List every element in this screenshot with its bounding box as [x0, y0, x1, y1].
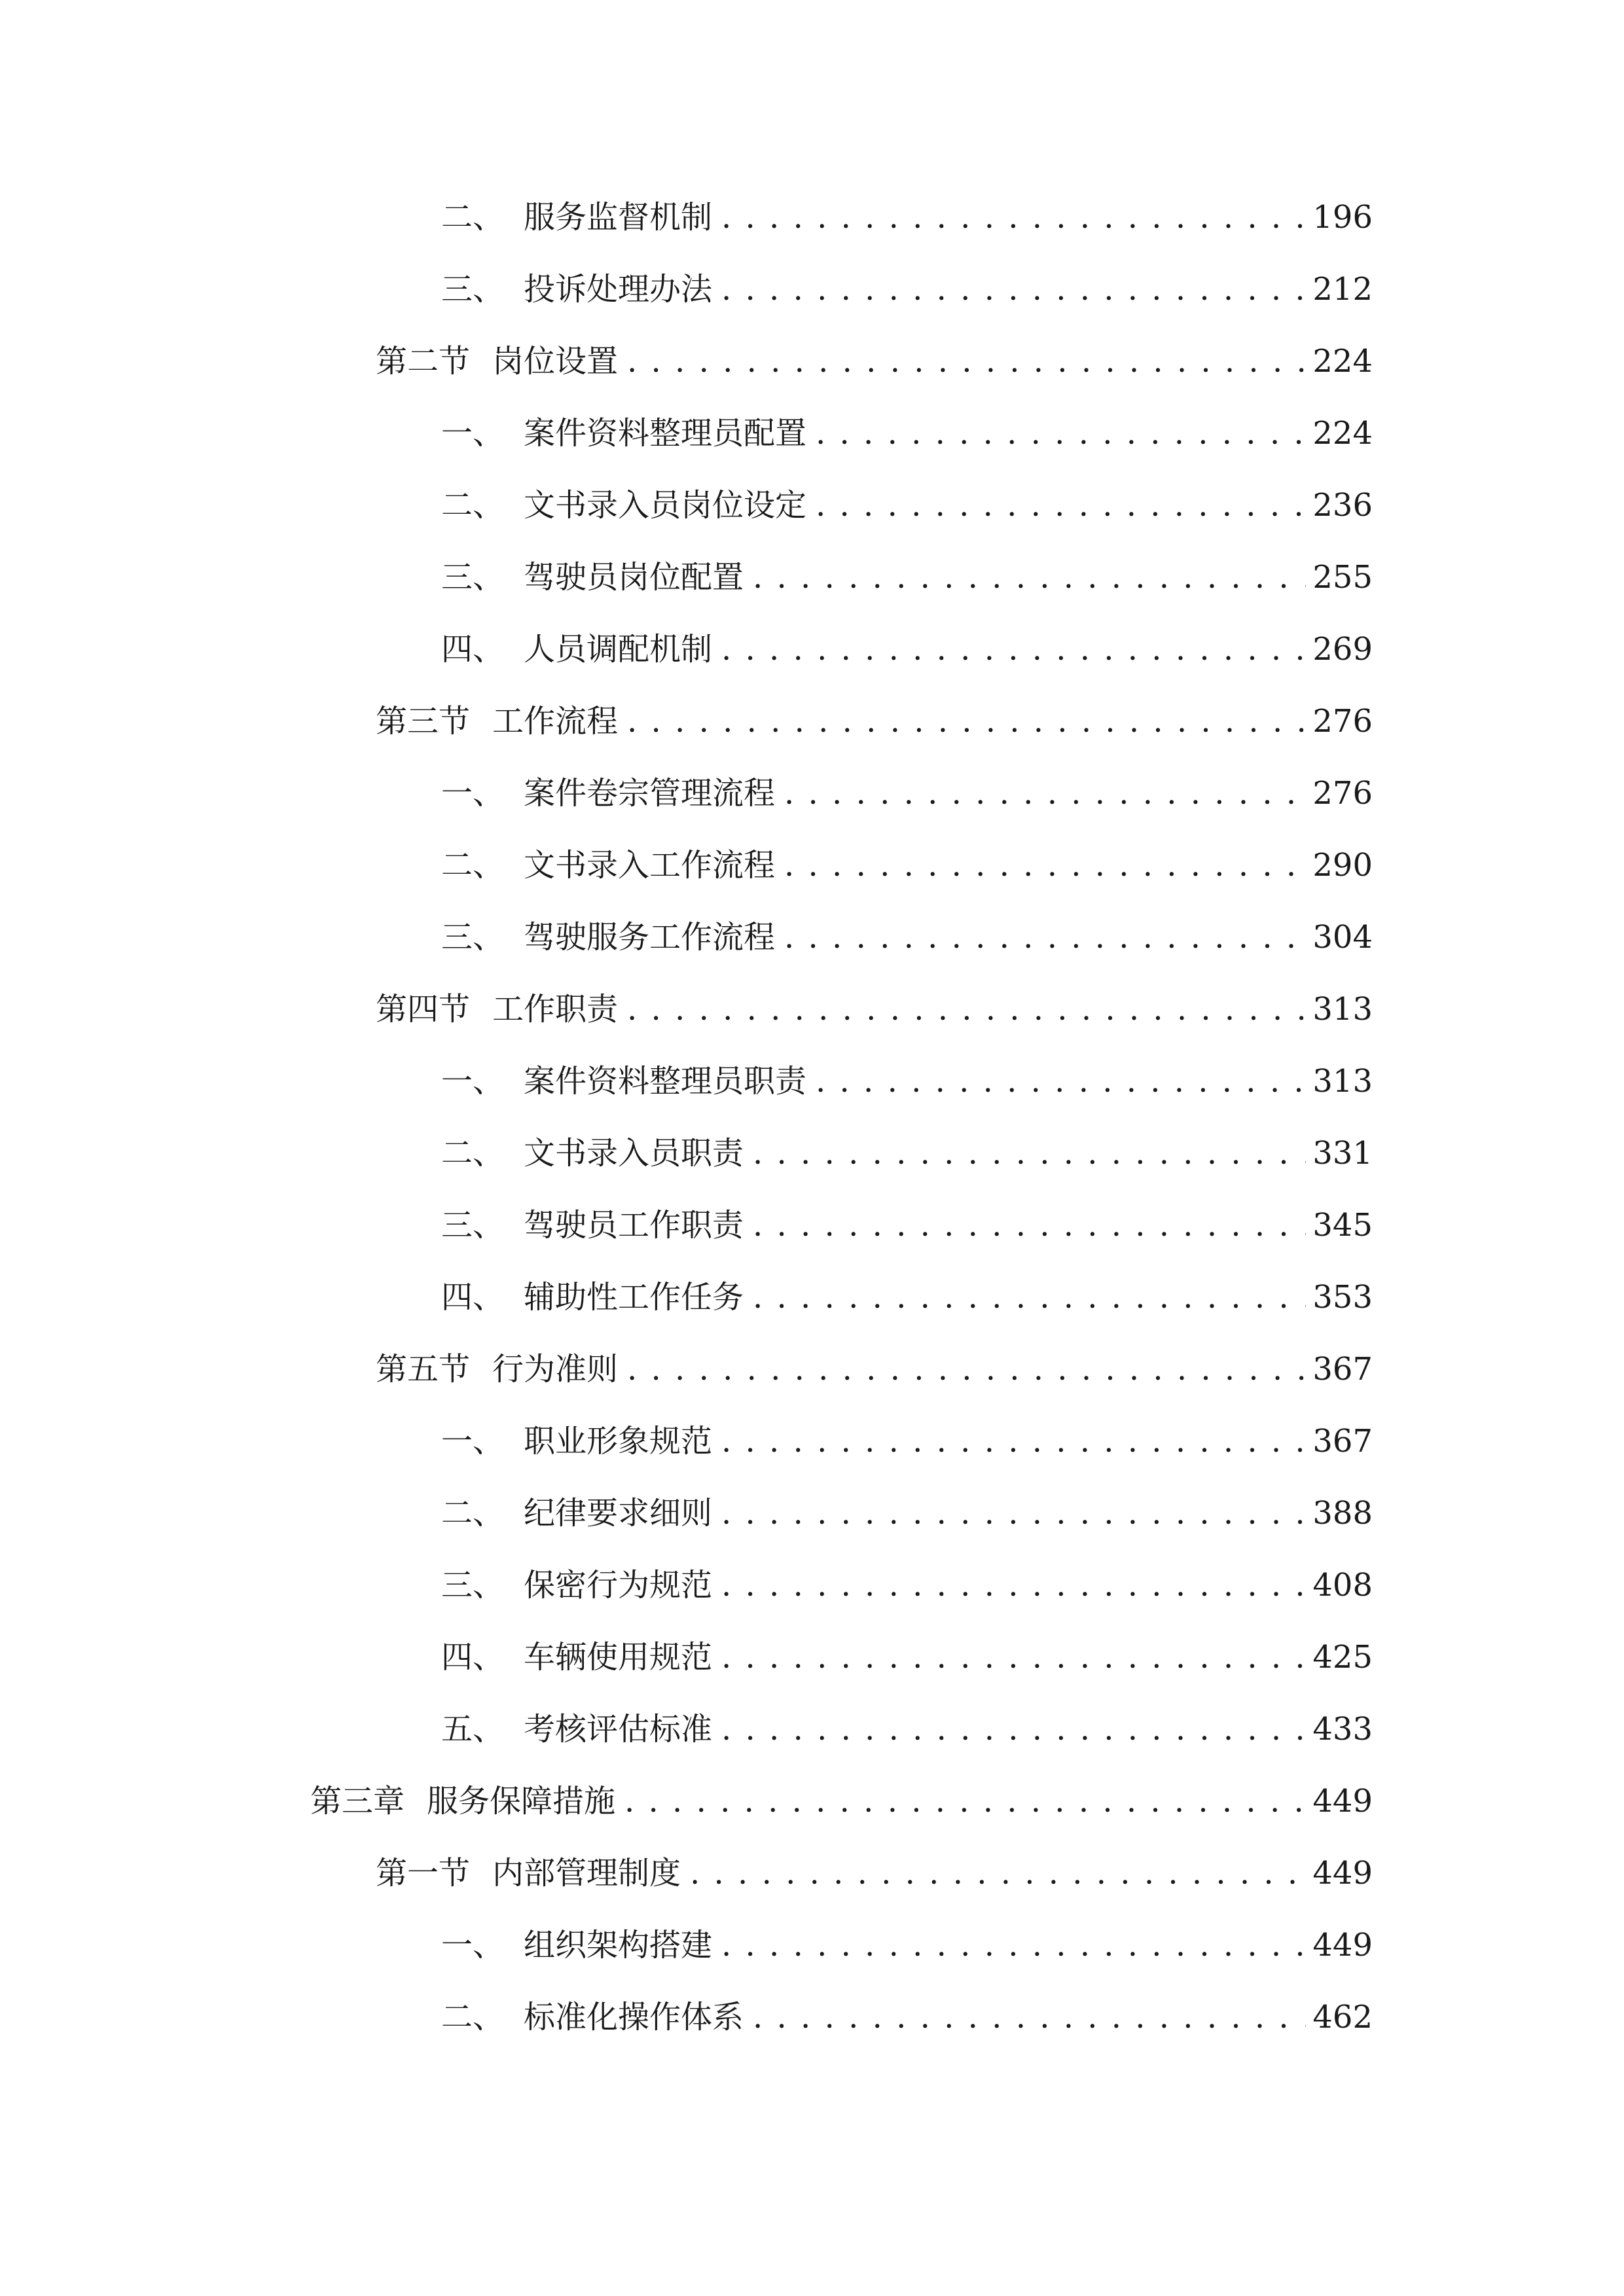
toc-entry-number: 第一节 [376, 1855, 471, 1892]
toc-entry-title: 驾驶服务工作流程 [524, 919, 776, 956]
toc-entry[interactable] [0, 554, 1624, 626]
toc-entry-title: 服务保障措施 [427, 1783, 616, 1820]
toc-entry-number: 一、 [441, 775, 505, 812]
toc-entry-number: 三、 [441, 919, 505, 956]
toc-entry-number: 二、 [441, 199, 505, 236]
toc-entry[interactable] [0, 1850, 1624, 1922]
toc-entry-title: 案件资料整理员职责 [524, 1063, 807, 1100]
toc-entry-page: 367 [1312, 1423, 1373, 1460]
toc-entry-title: 内部管理制度 [492, 1855, 681, 1892]
toc-entry-number: 三、 [441, 271, 505, 308]
toc-entry-title: 考核评估标准 [524, 1711, 713, 1748]
toc-dot-leader [784, 914, 1306, 961]
toc-entry-number: 四、 [441, 631, 505, 668]
toc-dot-leader [784, 842, 1306, 889]
toc-dot-leader [721, 1562, 1306, 1609]
toc-entry-page: 433 [1312, 1711, 1373, 1748]
toc-entry-title: 驾驶员工作职责 [524, 1207, 744, 1244]
toc-entry-number: 第三节 [376, 703, 471, 740]
toc-entry-number: 一、 [441, 1927, 505, 1964]
toc-entry-page: 304 [1312, 919, 1373, 956]
toc-entry-number: 四、 [441, 1639, 505, 1676]
toc-dot-leader [816, 1058, 1306, 1105]
toc-entry-number: 二、 [441, 487, 505, 524]
toc-entry-page: 224 [1312, 415, 1373, 452]
toc-entry-title: 案件卷宗管理流程 [524, 775, 776, 812]
toc-entry-title: 职业形象规范 [524, 1423, 713, 1460]
toc-entry-title: 工作职责 [492, 991, 619, 1028]
toc-entry-number: 二、 [441, 1495, 505, 1532]
toc-entry[interactable] [0, 1634, 1624, 1706]
toc-entry-title: 纪律要求细则 [524, 1495, 713, 1532]
toc-entry-number: 二、 [441, 1999, 505, 2036]
toc-entry-page: 290 [1312, 847, 1373, 884]
toc-entry-page: 313 [1312, 991, 1373, 1028]
toc-entry[interactable] [0, 1058, 1624, 1130]
toc-entry-number: 三、 [441, 1567, 505, 1604]
toc-dot-leader [721, 1490, 1306, 1537]
toc-entry-title: 驾驶员岗位配置 [524, 559, 744, 596]
toc-dot-leader [627, 986, 1306, 1033]
toc-entry-number: 一、 [441, 1423, 505, 1460]
toc-entry-title: 文书录入工作流程 [524, 847, 776, 884]
toc-entry-title: 行为准则 [492, 1351, 619, 1388]
toc-entry[interactable] [0, 626, 1624, 698]
toc-entry[interactable] [0, 482, 1624, 554]
toc-dot-leader [816, 482, 1306, 529]
toc-entry[interactable] [0, 1202, 1624, 1274]
toc-dot-leader [753, 1274, 1306, 1321]
toc-entry[interactable] [0, 1418, 1624, 1490]
toc-entry-number: 三、 [441, 559, 505, 596]
toc-entry-page: 331 [1312, 1135, 1373, 1172]
toc-entry[interactable] [0, 986, 1624, 1058]
toc-entry-title: 工作流程 [492, 703, 619, 740]
toc-dot-leader [624, 1778, 1306, 1825]
toc-entry[interactable] [0, 1346, 1624, 1418]
toc-entry-number: 第三章 [310, 1783, 405, 1820]
toc-dot-leader [721, 1922, 1306, 1969]
toc-entry[interactable] [0, 1706, 1624, 1778]
toc-dot-leader [721, 626, 1306, 673]
toc-dot-leader [721, 266, 1306, 313]
toc-entry-title: 辅助性工作任务 [524, 1279, 744, 1316]
toc-entry-page: 449 [1312, 1927, 1373, 1964]
toc-entry[interactable] [0, 1130, 1624, 1202]
toc-entry-page: 224 [1312, 343, 1373, 380]
toc-entry-number: 一、 [441, 415, 505, 452]
toc-dot-leader [690, 1850, 1306, 1897]
toc-dot-leader [721, 1706, 1306, 1753]
toc-entry-page: 449 [1312, 1783, 1373, 1820]
toc-entry[interactable] [0, 338, 1624, 410]
toc-entry-page: 276 [1312, 775, 1373, 812]
toc-entry[interactable] [0, 1922, 1624, 1994]
toc-entry[interactable] [0, 410, 1624, 482]
toc-dot-leader [816, 410, 1306, 457]
toc-entry-number: 一、 [441, 1063, 505, 1100]
toc-entry-page: 236 [1312, 487, 1373, 524]
toc-entry-page: 408 [1312, 1567, 1373, 1604]
toc-entry-title: 案件资料整理员配置 [524, 415, 807, 452]
toc-entry-page: 425 [1312, 1639, 1373, 1676]
toc-entry[interactable] [0, 194, 1624, 266]
toc-dot-leader [784, 770, 1306, 817]
toc-entry-title: 服务监督机制 [524, 199, 713, 236]
toc-entry[interactable] [0, 1994, 1624, 2066]
toc-entry[interactable] [0, 770, 1624, 842]
toc-entry-page: 255 [1312, 559, 1373, 596]
toc-dot-leader [627, 1346, 1306, 1393]
toc-entry-number: 二、 [441, 1135, 505, 1172]
toc-entry[interactable] [0, 698, 1624, 770]
toc-entry-title: 标准化操作体系 [524, 1999, 744, 2036]
toc-entry[interactable] [0, 1490, 1624, 1562]
toc-entry-title: 岗位设置 [492, 343, 619, 380]
toc-entry-page: 269 [1312, 631, 1373, 668]
toc-entry-title: 文书录入员岗位设定 [524, 487, 807, 524]
toc-entry-number: 三、 [441, 1207, 505, 1244]
toc-entry-page: 449 [1312, 1855, 1373, 1892]
toc-entry-title: 保密行为规范 [524, 1567, 713, 1604]
toc-entry-number: 第二节 [376, 343, 471, 380]
toc-entry-page: 276 [1312, 703, 1373, 740]
toc-entry-number: 第四节 [376, 991, 471, 1028]
toc-dot-leader [627, 698, 1306, 745]
table-of-contents [0, 194, 1624, 2066]
toc-entry[interactable] [0, 1562, 1624, 1634]
toc-entry[interactable] [0, 266, 1624, 338]
toc-entry-number: 第五节 [376, 1351, 471, 1388]
toc-dot-leader [753, 1994, 1306, 2041]
toc-dot-leader [721, 194, 1306, 241]
toc-entry-page: 196 [1312, 199, 1373, 236]
toc-entry-number: 二、 [441, 847, 505, 884]
toc-entry-page: 345 [1312, 1207, 1373, 1244]
toc-dot-leader [721, 1418, 1306, 1465]
toc-dot-leader [753, 1130, 1306, 1177]
toc-entry-page: 212 [1312, 271, 1373, 308]
toc-entry-page: 313 [1312, 1063, 1373, 1100]
toc-entry[interactable] [0, 1274, 1624, 1346]
toc-entry-page: 462 [1312, 1999, 1373, 2036]
toc-entry[interactable] [0, 914, 1624, 986]
toc-entry-title: 组织架构搭建 [524, 1927, 713, 1964]
toc-entry-page: 353 [1312, 1279, 1373, 1316]
toc-entry-title: 人员调配机制 [524, 631, 713, 668]
toc-entry-number: 四、 [441, 1279, 505, 1316]
toc-dot-leader [721, 1634, 1306, 1681]
toc-dot-leader [753, 1202, 1306, 1249]
toc-entry-number: 五、 [441, 1711, 505, 1748]
toc-entry[interactable] [0, 1778, 1624, 1850]
toc-entry[interactable] [0, 842, 1624, 914]
toc-entry-page: 367 [1312, 1351, 1373, 1388]
toc-dot-leader [753, 554, 1306, 601]
toc-entry-page: 388 [1312, 1495, 1373, 1532]
toc-dot-leader [627, 338, 1306, 385]
toc-entry-title: 投诉处理办法 [524, 271, 713, 308]
toc-entry-title: 文书录入员职责 [524, 1135, 744, 1172]
toc-entry-title: 车辆使用规范 [524, 1639, 713, 1676]
